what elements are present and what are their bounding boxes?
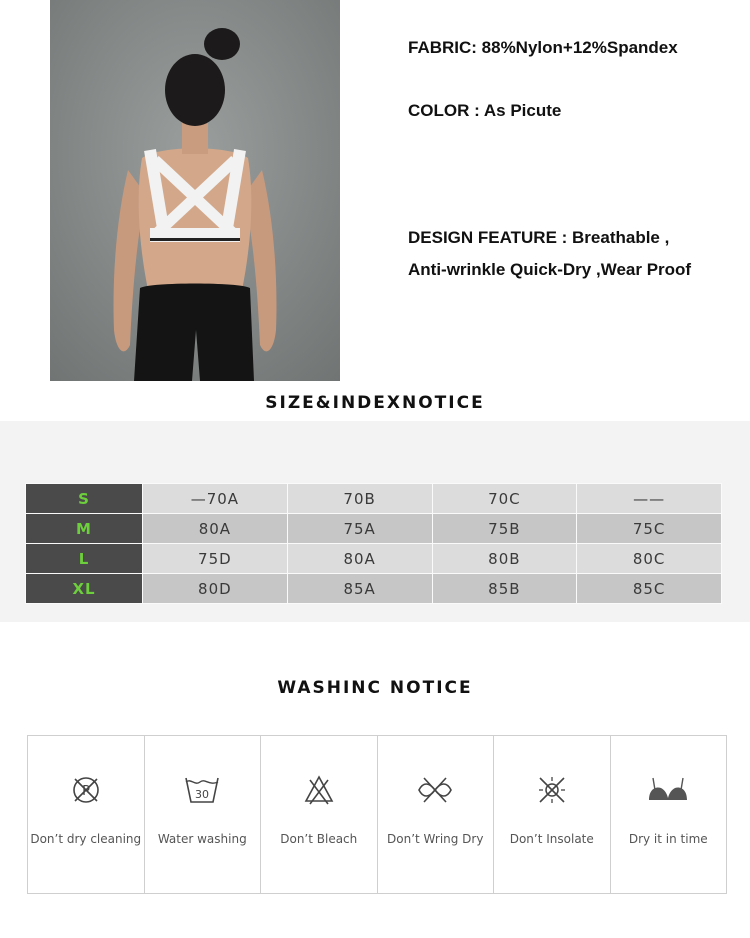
size-label: M — [26, 514, 143, 544]
wash-item-water-washing — [144, 735, 262, 894]
wash-item-dry-cleaning — [27, 735, 145, 894]
wash-item-label: Dry it in time — [628, 832, 708, 846]
washing-notice-title: WASHINC NOTICE — [277, 678, 473, 698]
bra-hang-dry-icon — [645, 772, 691, 808]
wash-item-bleach — [260, 735, 378, 894]
size-cell: 80A — [287, 544, 432, 574]
size-row-l — [26, 544, 722, 574]
wash-item-wring — [377, 735, 495, 894]
size-cell: 75B — [432, 514, 577, 544]
wash-item-dry-in-time — [610, 735, 728, 894]
size-notice-title: SIZE&INDEXNOTICE — [265, 393, 485, 413]
water-wash-30-icon — [182, 772, 222, 808]
wash-item-label: Don’t dry cleaning — [30, 832, 142, 846]
wash-item-label: Don’t Insolate — [509, 832, 594, 846]
size-cell: 80A — [143, 514, 288, 544]
color-spec: COLOR : As Picute — [408, 101, 562, 120]
no-bleach-icon — [301, 772, 337, 808]
size-label: XL — [26, 574, 143, 604]
fabric-spec: FABRIC: 88%Nylon+12%Spandex — [408, 38, 678, 57]
no-wring-icon — [415, 772, 455, 808]
design-feature-spec: DESIGN FEATURE : Breathable , — [408, 228, 670, 247]
wash-item-sun — [493, 735, 611, 894]
size-cell: —— — [577, 484, 722, 514]
size-label: L — [26, 544, 143, 574]
size-cell: 75D — [143, 544, 288, 574]
size-cell: 85A — [287, 574, 432, 604]
size-row-s — [26, 484, 722, 514]
size-cell: 80B — [432, 544, 577, 574]
size-row-xl — [26, 574, 722, 604]
size-table — [25, 483, 722, 604]
product-photo — [50, 0, 340, 381]
size-cell: 70C — [432, 484, 577, 514]
size-cell: 75C — [577, 514, 722, 544]
no-sun-icon — [534, 772, 570, 808]
size-label: S — [26, 484, 143, 514]
size-cell: 80D — [143, 574, 288, 604]
wash-temperature: 30 — [195, 788, 210, 801]
wash-item-label: Water washing — [157, 832, 247, 846]
size-cell: 85C — [577, 574, 722, 604]
svg-text:P: P — [81, 784, 90, 799]
size-cell: 80C — [577, 544, 722, 574]
size-cell: 85B — [432, 574, 577, 604]
wash-item-label: Don’t Bleach — [280, 832, 358, 846]
washing-icons-row — [27, 735, 727, 894]
size-cell: 75A — [287, 514, 432, 544]
size-row-m — [26, 514, 722, 544]
size-cell: 70B — [287, 484, 432, 514]
no-dry-clean-icon — [68, 772, 104, 808]
size-cell: —70A — [143, 484, 288, 514]
wash-item-label: Don’t Wring Dry — [387, 832, 484, 846]
model-back-view-illustration — [50, 0, 340, 381]
design-feature-spec-continued: Anti-wrinkle Quick-Dry ,Wear Proof — [408, 260, 692, 279]
